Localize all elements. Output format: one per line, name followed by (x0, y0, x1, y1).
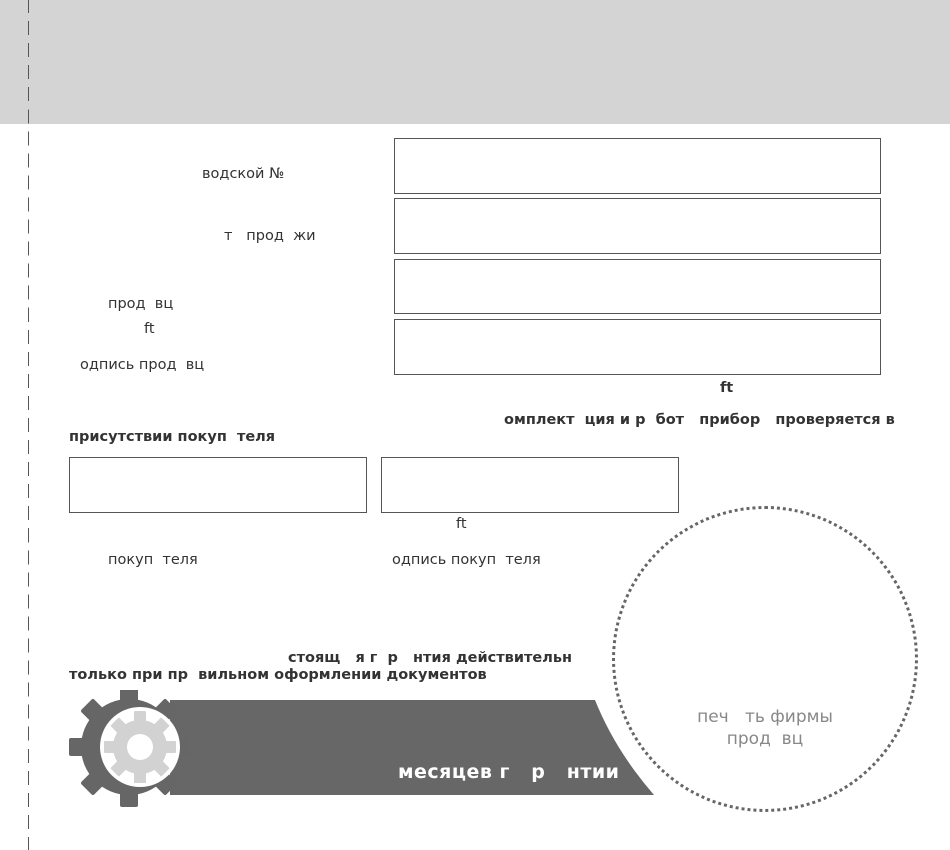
warranty-notice-line2: только при пр вильном оформлении документов (69, 667, 487, 683)
stamp-label: печ ть фирмы прод вц (697, 707, 833, 749)
sale-date-field[interactable] (394, 198, 881, 254)
warranty-months-label: месяцев г р нтии (398, 761, 620, 783)
ft-mark: ft (720, 380, 734, 396)
inspection-notice-line2: присутствии покуп теля (69, 429, 276, 445)
warranty-badge (60, 690, 660, 810)
buyer-signature-field[interactable] (381, 457, 679, 513)
seller-field[interactable] (394, 259, 881, 314)
cut-line (28, 0, 29, 850)
ft-mark: ft (144, 321, 155, 337)
header-band (0, 0, 950, 124)
warranty-notice-line1: стоящ я г р нтия действительн (288, 650, 573, 666)
seller-label: прод вц (108, 296, 174, 312)
seller-signature-label: одпись прод вц (80, 357, 205, 373)
inspection-notice-line1: омплект ция и р бот прибор проверяется в (504, 412, 895, 428)
buyer-name-label: покуп теля (108, 552, 198, 568)
gear-icon (69, 690, 189, 807)
stamp-circle (612, 506, 918, 812)
buyer-name-field[interactable] (69, 457, 367, 513)
seller-signature-field[interactable] (394, 319, 881, 375)
buyer-signature-label: одпись покуп теля (392, 552, 541, 568)
serial-number-label: водской № (202, 166, 285, 182)
ft-mark: ft (456, 516, 467, 532)
sale-date-label: т прод жи (224, 228, 316, 244)
serial-number-field[interactable] (394, 138, 881, 194)
